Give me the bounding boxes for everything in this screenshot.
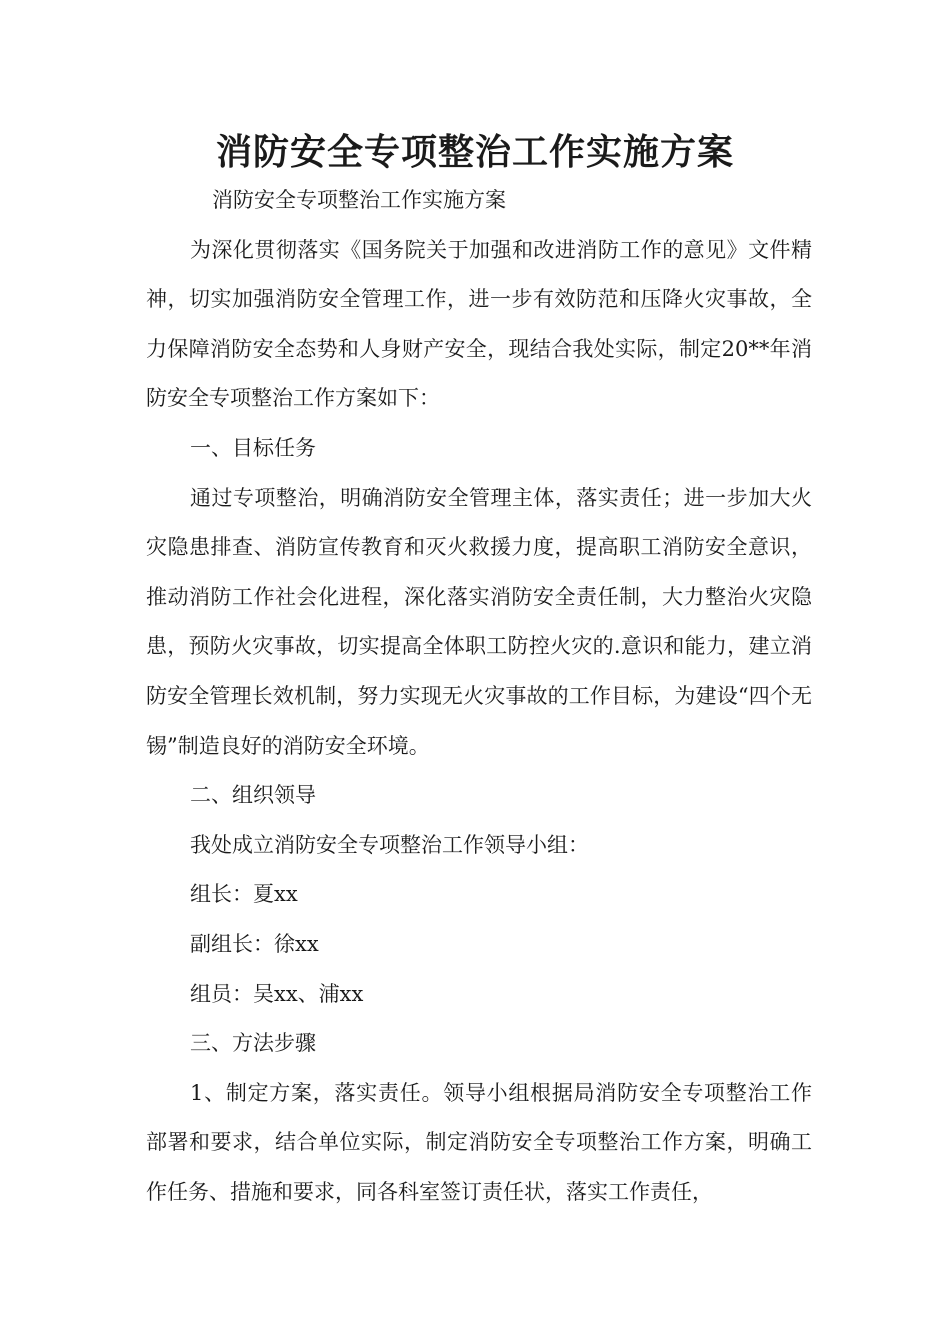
section-heading-goals: 一、目标任务 [190,435,316,460]
leader-line: 组长：夏xx [190,882,298,907]
document-subtitle: 消防安全专项整治工作实施方案 [212,188,506,212]
deputy-leader-line: 副组长：徐xx [190,931,319,956]
document-body [146,176,812,1217]
section-heading-steps: 三、方法步骤 [190,1031,316,1056]
document-title: 消防安全专项整治工作实施方案 [215,132,734,173]
intro-paragraph: 为深化贯彻落实《国务院关于加强和改进消防工作的意见》文件精神，切实加强消防安全管理工作，进一步有效防范和压降火灾事故，全力保障消防安全态势和人身财产安全，现结合我处实际，制定20**年消防安全专项整治工作方案如下： [146,237,812,411]
section-heading-leadership: 二、组织领导 [190,783,316,808]
members-line: 组员：吴xx、浦xx [190,981,364,1006]
step-one-paragraph: 1、制定方案，落实责任。领导小组根据局消防安全专项整治工作部署和要求，结合单位实际，制定消防安全专项整治工作方案，明确工作任务、措施和要求，同各科室签订责任状，落实工作责任， [146,1080,812,1204]
leadership-intro: 我处成立消防安全专项整治工作领导小组： [190,832,589,857]
goals-paragraph: 通过专项整治，明确消防安全管理主体，落实责任；进一步加大火灾隐患排查、消防宣传教育和灭火救援力度，提高职工消防安全意识，推动消防工作社会化进程，深化落实消防安全责任制，大力整治火灾隐患，预防火灾事故，切实提高全体职工防控火灾的.意识和能力，建立消防安全管理长效机制，努力实现无火灾事故的工作目标，为建设“四个无锡”制造良好的消防安全环境。 [146,485,812,758]
